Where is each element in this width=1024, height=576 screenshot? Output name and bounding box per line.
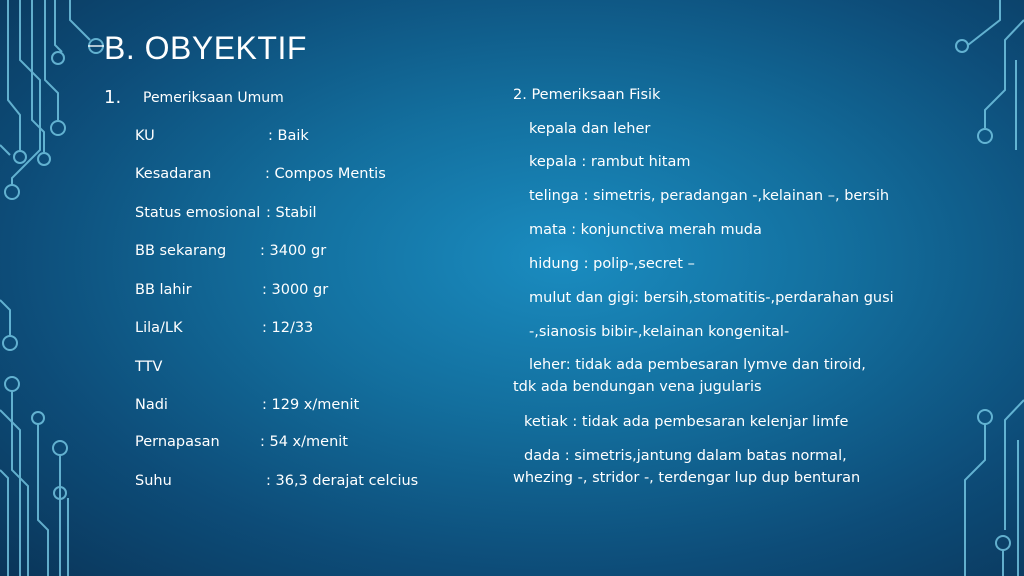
section2-line: kepala dan leher (529, 121, 651, 137)
section1-title: Pemeriksaan Umum (143, 90, 284, 106)
section2-line: hidung : polip-,secret – (529, 256, 695, 272)
row-nadi-label: Nadi (135, 397, 168, 413)
row-ku-label: KU (135, 128, 155, 144)
section2-line: dada : simetris,jantung dalam batas normal, (524, 448, 847, 464)
row-pernapasan-value: : 54 x/menit (260, 434, 348, 450)
row-lila-lk-value: : 12/33 (262, 320, 314, 336)
row-status-emosional-value: : Stabil (266, 205, 317, 221)
section2-line: kepala : rambut hitam (529, 154, 691, 170)
row-bb-sekarang-label: BB sekarang (135, 243, 227, 259)
row-suhu-value: : 36,3 derajat celcius (266, 473, 419, 489)
row-lila-lk-label: Lila/LK (135, 320, 183, 336)
row-bb-lahir-label: BB lahir (135, 282, 192, 298)
slide-title: B. OBYEKTIF (104, 30, 307, 66)
row-kesadaran-label: Kesadaran (135, 166, 212, 182)
section2-line: whezing -, stridor -, terdengar lup dup benturan (513, 470, 861, 486)
section2-line: ketiak : tidak ada pembesaran kelenjar limfe (524, 414, 849, 430)
row-suhu-label: Suhu (135, 473, 172, 489)
section1-number: 1. (104, 87, 122, 108)
section2-line: telinga : simetris, peradangan -,kelainan –, bersih (529, 188, 890, 204)
row-bb-sekarang-value: : 3400 gr (260, 243, 327, 259)
row-nadi-value: : 129 x/menit (262, 397, 360, 413)
row-bb-lahir-value: : 3000 gr (262, 282, 329, 298)
section2-line: leher: tidak ada pembesaran lymve dan tiroid, (529, 357, 866, 373)
row-status-emosional-label: Status emosional (135, 205, 261, 221)
row-kesadaran-value: : Compos Mentis (265, 166, 386, 182)
section2-line: tdk ada bendungan vena jugularis (513, 379, 762, 395)
row-ttv-label: TTV (135, 359, 163, 375)
section2-title: 2. Pemeriksaan Fisik (513, 87, 661, 103)
section2-line: -,sianosis bibir-,kelainan kongenital- (529, 324, 790, 340)
row-pernapasan-label: Pernapasan (135, 434, 220, 450)
section2-line: mulut dan gigi: bersih,stomatitis-,perdarahan gusi (529, 290, 894, 306)
row-ku-value: : Baik (268, 128, 309, 144)
section2-line: mata : konjunctiva merah muda (529, 222, 762, 238)
